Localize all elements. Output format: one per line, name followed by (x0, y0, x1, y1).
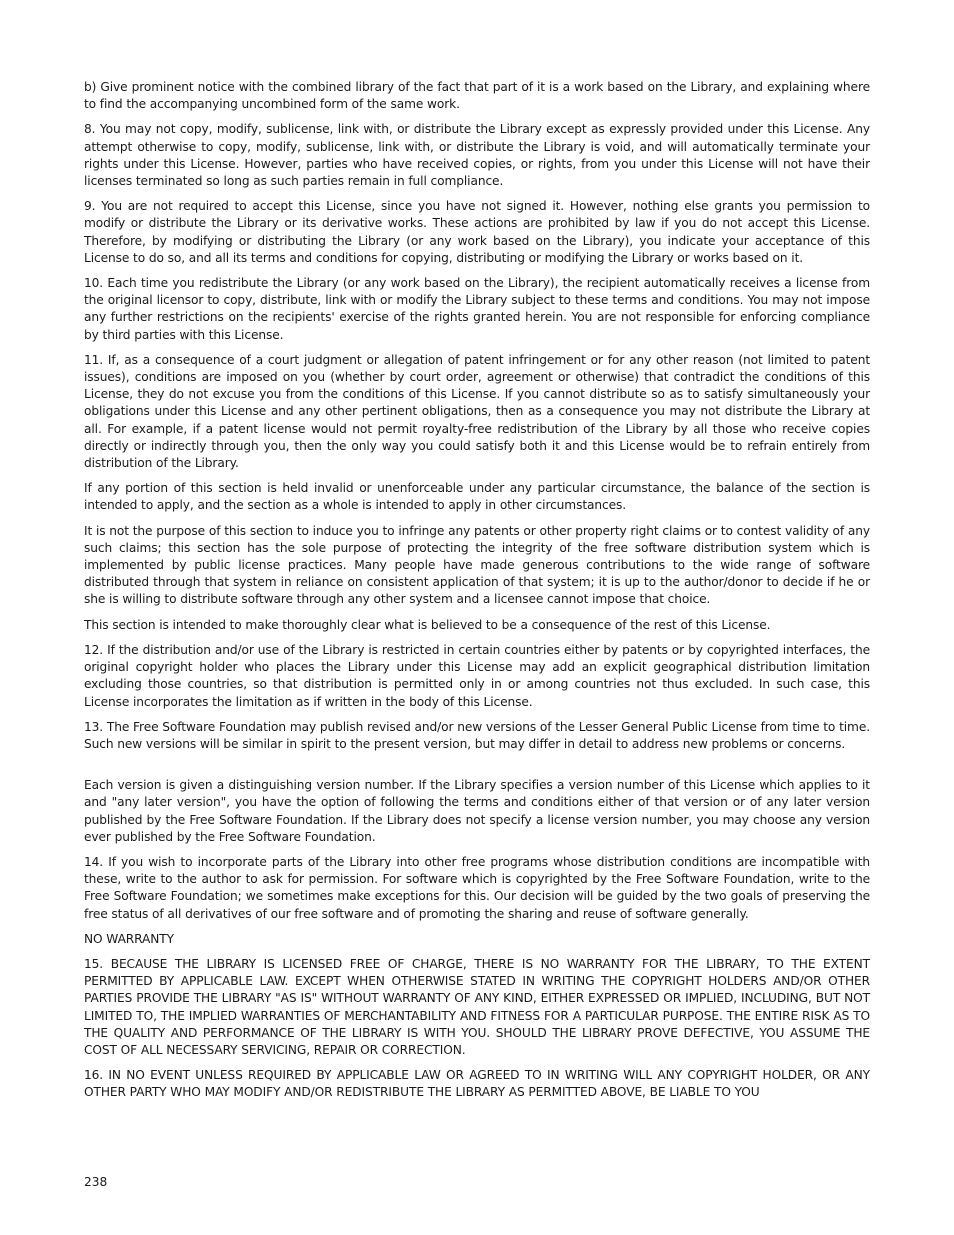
paragraph-section-13-versions: Each version is given a distinguishing version number. If the Library specifies a version number of this License which applies to it and "any later version", you have the option of following the terms and conditions either of that version or of any later version published by the Free Software Foundation. If the Library does not specify a license version number, you may choose any version ever published by the Free Software Foundation. (84, 778, 870, 844)
paragraph-section-11-invalid-portion: If any portion of this section is held invalid or unenforceable under any particular circumstance, the balance of the section is intended to apply, and the section as a whole is intended to apply in other circumstances. (84, 481, 870, 513)
paragraph-section-11-intent: This section is intended to make thoroughly clear what is believed to be a consequence of the rest of this License. (84, 617, 771, 632)
paragraph-section-9: 9. You are not required to accept this License, since you have not signed it. However, nothing else grants you permission to modify or distribute the Library or its derivative works. These actions are prohibited by law if you do not accept this License. Therefore, by modifying or distributing the Library (or any work based on the Library), you indicate your acceptance of this License to do so, and all its terms and conditions for copying, distributing or modifying the Library or works based on it. (84, 199, 870, 265)
paragraph-section-8: 8. You may not copy, modify, sublicense, link with, or distribute the Library except as expressly provided under this License. Any attempt otherwise to copy, modify, sublicense, link with, or distribute the Library is void, and will automatically terminate your rights under this License. However, parties who have received copies, or rights, from you under this License will not have their licenses terminated so long as such parties remain in full compliance. (84, 122, 870, 189)
paragraph-7b: b) Give prominent notice with the combined library of the fact that part of it is a work based on the Library, and explaining where to find the accompanying uncombined form of the same work. (84, 80, 870, 112)
heading-no-warranty: NO WARRANTY (84, 931, 174, 946)
paragraph-section-10: 10. Each time you redistribute the Library (or any work based on the Library), the recipient automatically receives a license from the original licensor to copy, distribute, link with or modify the Library subject to these terms and conditions. You may not impose any further restrictions on the recipients' exercise of the rights granted herein. You are not responsible for enforcing compliance by third parties with this License. (84, 276, 870, 342)
paragraph-section-12: 12. If the distribution and/or use of the Library is restricted in certain countries either by patents or by copyrighted interfaces, the original copyright holder who places the Library under this License may add an explicit geographical distribution limitation excluding those countries, so that distribution is permitted only in or among countries not thus excluded. In such case, this License incorporates the limitation as if written in the body of this License. (84, 642, 870, 709)
page-number: 238 (84, 1175, 108, 1189)
paragraph-section-13: 13. The Free Software Foundation may publish revised and/or new versions of the Lesser General Public License from time to time. Such new versions will be similar in spirit to the present version, but may differ in detail to address new problems or concerns. (84, 719, 870, 751)
paragraph-section-11-purpose: It is not the purpose of this section to induce you to infringe any patents or other property right claims or to contest validity of any such claims; this section has the sole purpose of protecting the integrity of the free software distribution system which is implemented by public license practices. Many people have made generous contributions to the wide range of software distributed through that system in reliance on consistent application of that system; it is up to the author/donor to decide if he or she is willing to distribute software through any other system and a licensee cannot impose that choice. (84, 523, 870, 607)
paragraph-section-15: 15. BECAUSE THE LIBRARY IS LICENSED FREE OF CHARGE, THERE IS NO WARRANTY FOR THE LIBRARY, TO THE EXTENT PERMITTED BY APPLICABLE LAW. EXCEPT WHEN OTHERWISE STATED IN WRITING THE COPYRIGHT HOLDERS AND/OR OTHER PARTIES PROVIDE THE LIBRARY "AS IS" WITHOUT WARRANTY OF ANY KIND, EITHER EXPRESSED OR IMPLIED, INCLUDING, BUT NOT LIMITED TO, THE IMPLIED WARRANTIES OF MERCHANTABILITY AND FITNESS FOR A PARTICULAR PURPOSE. THE ENTIRE RISK AS TO THE QUALITY AND PERFORMANCE OF THE LIBRARY IS WITH YOU. SHOULD THE LIBRARY PROVE DEFECTIVE, YOU ASSUME THE COST OF ALL NECESSARY SERVICING, REPAIR OR CORRECTION. (84, 956, 870, 1057)
paragraph-section-14: 14. If you wish to incorporate parts of the Library into other free programs whose distribution conditions are incompatible with these, write to the author to ask for permission. For software which is copyrighted by the Free Software Foundation, write to the Free Software Foundation; we sometimes make exceptions for this. Our decision will be guided by the two goals of preserving the free status of all derivatives of our free software and of promoting the sharing and reuse of software generally. (84, 854, 870, 921)
paragraph-section-16: 16. IN NO EVENT UNLESS REQUIRED BY APPLICABLE LAW OR AGREED TO IN WRITING WILL ANY COPYRIGHT HOLDER, OR ANY OTHER PARTY WHO MAY MODIFY AND/OR REDISTRIBUTE THE LIBRARY AS PERMITTED ABOVE, BE LIABLE TO YOU (84, 1068, 870, 1100)
paragraph-section-11: 11. If, as a consequence of a court judgment or allegation of patent infringement or for any other reason (not limited to patent issues), conditions are imposed on you (whether by court order, agreement or otherwise) that contradict the conditions of this License, they do not excuse you from the conditions of this License. If you cannot distribute so as to satisfy simultaneously your obligations under this License and any other pertinent obligations, then as a consequence you may not distribute the Library at all. For example, if a patent license would not permit royalty-free redistribution of the Library by all those who receive copies directly or indirectly through you, then the only way you could satisfy both it and this License would be to refrain entirely from distribution of the Library. (84, 352, 870, 471)
document-body (84, 79, 870, 1110)
